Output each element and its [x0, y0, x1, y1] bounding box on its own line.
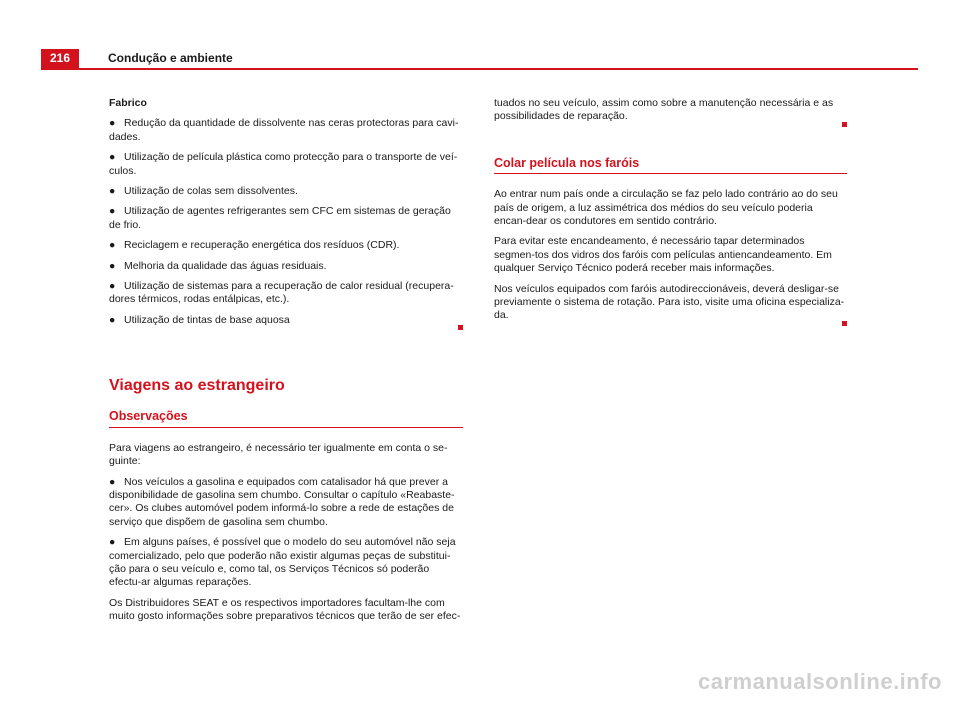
- bullet-icon: ●: [109, 239, 116, 252]
- paragraph: Ao entrar num país onde a circulação se faz pelo lado contrário ao do seu país de origem, a luz assimétrica dos médios do seu veículo poderia encan-dear os condutores em sentido contrário.: [494, 188, 838, 228]
- page-number: 216: [41, 49, 79, 68]
- list-item: ● Reciclagem e recuperação energética dos resíduos (CDR).: [109, 239, 400, 252]
- section-end-icon: [458, 325, 463, 330]
- right-column: [494, 97, 847, 326]
- list-item: ● Utilização de película plástica como protecção para o transporte de veí-culos.: [109, 151, 458, 177]
- page-header: [41, 49, 918, 70]
- list-item: ● Utilização de tintas de base aquosa: [109, 313, 290, 326]
- section-end-icon: [842, 321, 847, 326]
- section-title: Viagens ao estrangeiro: [109, 377, 285, 395]
- chapter-title: Condução e ambiente: [108, 51, 233, 65]
- left-column: [109, 97, 463, 631]
- intro-paragraph: Para viagens ao estrangeiro, é necessário ter igualmente em conta o se-guinte:: [109, 441, 448, 468]
- paragraph: Nos veículos equipados com faróis autodireccionáveis, deverá desligar-se previamente o sistema de rotação. Para isto, visite uma oficina especializa-da.: [494, 282, 845, 322]
- bullet-icon: ●: [109, 259, 116, 272]
- continuation-paragraph: tuados no seu veículo, assim como sobre a manutenção necessária e as possibilidades de reparação.: [494, 97, 834, 123]
- bullet-icon: ●: [109, 475, 116, 488]
- closing-paragraph: Os Distribuidores SEAT e os respectivos importadores facultam-lhe com muito gosto informações sobre preparativos técnicos que terão de ser efec-: [109, 596, 461, 623]
- list-item: ● Utilização de sistemas para a recuperação de calor residual (recupera-dores térmicos, rodas entálpicas, etc.).: [109, 280, 454, 306]
- bullet-icon: ●: [109, 185, 116, 198]
- bullet-icon: ●: [109, 536, 116, 549]
- bullet-icon: ●: [109, 205, 116, 218]
- list-item: ● Redução da quantidade de dissolvente nas ceras protectoras para cavi-dades.: [109, 117, 459, 143]
- subsection-title: Colar película nos faróis: [494, 157, 847, 174]
- watermark: carmanualsonline.info: [698, 669, 942, 694]
- list-item: ● Melhoria da qualidade das águas residuais.: [109, 259, 327, 272]
- subsection-title: Observações: [109, 410, 463, 427]
- bullet-icon: ●: [109, 151, 116, 164]
- bullet-icon: ●: [109, 117, 116, 130]
- list-item: ● Utilização de agentes refrigerantes sem CFC em sistemas de geração de frio.: [109, 205, 451, 231]
- fabrico-title: Fabrico: [109, 97, 147, 109]
- list-item: ● Nos veículos a gasolina e equipados com catalisador há que prever a disponibilidade de gasolina sem chumbo. Consultar o capítulo «Reabaste-cer». Os clubes automóvel podem informá-lo sobre a rede de estações de serviço que dispõem de gasolina sem chumbo.: [109, 475, 455, 528]
- bullet-icon: ●: [109, 280, 116, 293]
- section-end-icon: [842, 122, 847, 127]
- list-item: ● Em alguns países, é possível que o modelo do seu automóvel não seja comercializado, pelo que poderão não existir algumas peças de substitui-ção para o seu veículo e, como tal, os Serviços Técnicos só poderão efectu-ar algumas reparações.: [109, 536, 456, 589]
- paragraph: Para evitar este encandeamento, é necessário tapar determinados segmen-tos dos vidros dos faróis com películas antiencandeamento. Em qualquer Serviço Técnico poderá receber mais informações.: [494, 235, 832, 275]
- bullet-icon: ●: [109, 313, 116, 326]
- list-item: ● Utilização de colas sem dissolventes.: [109, 185, 298, 198]
